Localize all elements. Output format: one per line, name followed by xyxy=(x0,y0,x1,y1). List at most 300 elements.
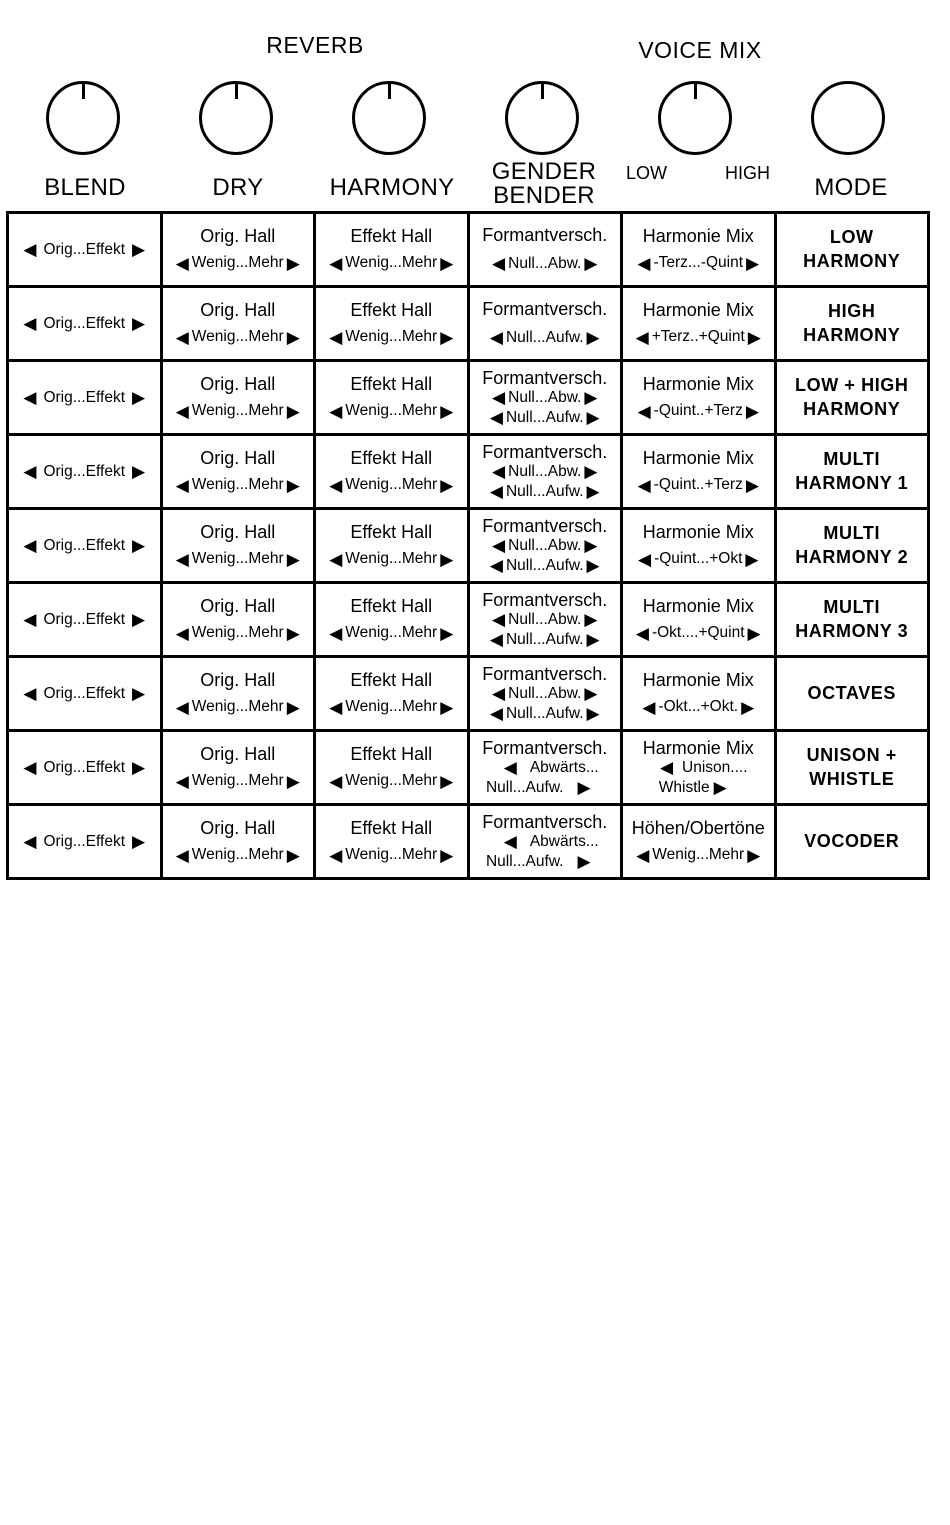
dry-title: Orig. Hall xyxy=(200,373,276,394)
gender-cell xyxy=(468,805,622,879)
range-text: Orig...Effekt xyxy=(43,684,126,702)
arrow-right-icon: ▶ xyxy=(286,549,300,569)
arrow-right-icon: ▶ xyxy=(584,462,598,482)
range-line xyxy=(326,402,456,422)
mix-title: Harmonie Mix xyxy=(642,373,754,394)
range-text: Wenig...Mehr xyxy=(345,476,438,494)
range-text: Wenig...Mehr xyxy=(345,624,438,642)
gender-label-line2: BENDER xyxy=(493,182,595,209)
dry-title: Orig. Hall xyxy=(200,743,276,764)
mix-title: Höhen/Obertöne xyxy=(631,817,765,838)
mode-cell xyxy=(775,509,929,583)
arrow-right-icon: ▶ xyxy=(584,684,598,704)
arrow-left-icon: ◀ xyxy=(492,610,506,630)
mix-title: Harmonie Mix xyxy=(642,447,754,468)
arrow-left-icon: ◀ xyxy=(637,253,651,273)
range-text: Null...Aufw. xyxy=(505,482,584,500)
arrow-right-icon: ▶ xyxy=(440,549,454,569)
arrow-right-icon: ▶ xyxy=(440,623,454,643)
mode-cell xyxy=(775,805,929,879)
mode-name-line1: MULTI xyxy=(823,449,881,470)
arrow-left-icon: ◀ xyxy=(175,401,189,421)
arrow-left-icon: ◀ xyxy=(329,845,343,865)
harmony-cell xyxy=(315,435,469,509)
gender-cell xyxy=(468,731,622,805)
range-line xyxy=(326,624,456,644)
dry-title: Orig. Hall xyxy=(200,595,276,616)
arrow-left-icon: ◀ xyxy=(489,328,503,348)
arrow-left-icon: ◀ xyxy=(23,535,37,555)
range-line xyxy=(16,832,152,852)
arrow-right-icon: ▶ xyxy=(286,697,300,717)
range-line xyxy=(491,758,599,778)
gender-cell xyxy=(468,583,622,657)
arrow-left-icon: ◀ xyxy=(492,254,506,274)
range-text: Wenig...Mehr xyxy=(191,328,284,346)
range-text: Null...Aufw. xyxy=(505,328,584,346)
mode-name-line2: HARMONY xyxy=(803,324,901,345)
range-line xyxy=(16,388,152,408)
range-line xyxy=(487,704,603,724)
gender-bender-knob[interactable] xyxy=(505,81,579,155)
arrow-right-icon: ▶ xyxy=(440,697,454,717)
gender-title: Formantversch. xyxy=(482,225,608,246)
range-line xyxy=(16,462,152,482)
arrow-left-icon: ◀ xyxy=(489,703,503,723)
dry-title: Orig. Hall xyxy=(200,225,276,246)
blend-cell xyxy=(8,731,162,805)
range-line xyxy=(633,624,764,644)
arrow-right-icon: ▶ xyxy=(586,407,600,427)
dry-label: DRY xyxy=(212,174,264,201)
range-text: Null...Abw. xyxy=(508,611,582,629)
arrow-right-icon: ▶ xyxy=(440,475,454,495)
range-line xyxy=(487,556,603,576)
arrow-right-icon: ▶ xyxy=(132,461,146,481)
arrow-left-icon: ◀ xyxy=(175,623,189,643)
arrow-right-icon: ▶ xyxy=(132,387,146,407)
dry-cell xyxy=(161,361,315,435)
range-text: Orig...Effekt xyxy=(43,314,126,332)
arrow-right-icon: ▶ xyxy=(586,328,600,348)
harmony-cell xyxy=(315,583,469,657)
dry-cell xyxy=(161,731,315,805)
mode-name-line1: VOCODER xyxy=(804,830,900,851)
gender-cell xyxy=(468,657,622,731)
blend-cell xyxy=(8,361,162,435)
arrow-right-icon: ▶ xyxy=(745,475,759,495)
reverb-header: REVERB xyxy=(266,32,364,58)
table-row xyxy=(8,805,929,879)
arrow-right-icon: ▶ xyxy=(713,777,727,797)
range-text: Unison.... xyxy=(682,759,748,777)
range-text: Null...Aufw. xyxy=(485,778,564,796)
gender-title: Formantversch. xyxy=(482,811,608,832)
range-text: Wenig...Mehr xyxy=(345,402,438,420)
blend-cell xyxy=(8,657,162,731)
arrow-left-icon: ◀ xyxy=(175,549,189,569)
gender-title: Formantversch. xyxy=(482,299,608,320)
mode-name-line2: HARMONY 1 xyxy=(795,472,909,493)
range-text: Wenig...Mehr xyxy=(191,846,284,864)
gender-cell xyxy=(468,435,622,509)
range-text: Orig...Effekt xyxy=(43,388,126,406)
arrow-right-icon: ▶ xyxy=(584,536,598,556)
range-text: Abwärts... xyxy=(529,759,599,777)
mode-name-line1: MULTI xyxy=(823,597,881,618)
range-text: Orig...Effekt xyxy=(43,240,126,258)
range-line xyxy=(634,254,762,274)
range-line xyxy=(173,772,303,792)
arrow-left-icon: ◀ xyxy=(503,758,517,778)
knob-pointer xyxy=(235,84,238,99)
arrow-right-icon: ▶ xyxy=(440,327,454,347)
range-line xyxy=(173,476,303,496)
dry-cell xyxy=(161,509,315,583)
knob-pointer xyxy=(694,84,697,99)
mode-cell xyxy=(775,435,929,509)
range-text: Null...Abw. xyxy=(508,685,582,703)
range-text: Wenig...Mehr xyxy=(345,698,438,716)
range-text: Null...Aufw. xyxy=(505,630,584,648)
arrow-right-icon: ▶ xyxy=(132,609,146,629)
table-row xyxy=(8,583,929,657)
range-line xyxy=(326,772,456,792)
arrow-right-icon: ▶ xyxy=(132,757,146,777)
range-line xyxy=(326,846,456,866)
range-text: Orig...Effekt xyxy=(43,758,126,776)
range-text: Wenig...Mehr xyxy=(191,772,284,790)
range-line xyxy=(487,408,603,428)
arrow-right-icon: ▶ xyxy=(286,401,300,421)
arrow-left-icon: ◀ xyxy=(175,771,189,791)
range-text: Null...Aufw. xyxy=(505,556,584,574)
mode-cell xyxy=(775,731,929,805)
arrow-left-icon: ◀ xyxy=(175,475,189,495)
arrow-right-icon: ▶ xyxy=(132,239,146,259)
range-text: Null...Abw. xyxy=(508,463,582,481)
arrow-right-icon: ▶ xyxy=(440,771,454,791)
range-line xyxy=(639,698,757,718)
arrow-left-icon: ◀ xyxy=(329,549,343,569)
table-row xyxy=(8,435,929,509)
range-line xyxy=(491,832,599,852)
arrow-right-icon: ▶ xyxy=(440,253,454,273)
mode-cell xyxy=(775,213,929,287)
gender-title: Formantversch. xyxy=(482,589,608,610)
range-line xyxy=(16,610,152,630)
dry-cell xyxy=(161,435,315,509)
arrow-left-icon: ◀ xyxy=(492,462,506,482)
arrow-left-icon: ◀ xyxy=(642,697,656,717)
mix-cell xyxy=(622,805,776,879)
range-text: Wenig...Mehr xyxy=(345,550,438,568)
arrow-right-icon: ▶ xyxy=(586,555,600,575)
arrow-left-icon: ◀ xyxy=(175,697,189,717)
mode-name-line1: HIGH xyxy=(828,301,876,322)
arrow-left-icon: ◀ xyxy=(23,831,37,851)
range-line xyxy=(173,846,303,866)
arrow-right-icon: ▶ xyxy=(584,254,598,274)
range-line xyxy=(16,536,152,556)
gender-title: Formantversch. xyxy=(482,663,608,684)
mode-name-line1: OCTAVES xyxy=(807,682,897,703)
blend-cell xyxy=(8,583,162,657)
table-row xyxy=(8,657,929,731)
range-line xyxy=(635,476,762,496)
range-text: Abwärts... xyxy=(529,833,599,851)
range-text: -Okt...+Okt. xyxy=(658,698,739,716)
mix-cell xyxy=(622,731,776,805)
arrow-left-icon: ◀ xyxy=(637,401,651,421)
range-line xyxy=(326,550,456,570)
range-line xyxy=(487,482,603,502)
mix-title: Harmonie Mix xyxy=(642,595,754,616)
arrow-left-icon: ◀ xyxy=(175,327,189,347)
mix-cell xyxy=(622,509,776,583)
mode-cell xyxy=(775,657,929,731)
arrow-left-icon: ◀ xyxy=(329,327,343,347)
blend-knob[interactable] xyxy=(46,81,120,155)
range-line xyxy=(489,684,600,704)
mix-cell xyxy=(622,287,776,361)
harmony-title: Effekt Hall xyxy=(350,595,433,616)
range-text: Wenig...Mehr xyxy=(345,328,438,346)
range-text: Null...Abw. xyxy=(508,254,582,272)
range-line xyxy=(16,684,152,704)
harmony-title: Effekt Hall xyxy=(350,225,433,246)
range-text: Null...Aufw. xyxy=(505,408,584,426)
arrow-left-icon: ◀ xyxy=(659,758,674,778)
dry-cell xyxy=(161,583,315,657)
dry-cell xyxy=(161,213,315,287)
blend-label: BLEND xyxy=(44,174,126,201)
voice-mix-high-label: HIGH xyxy=(725,163,770,183)
arrow-left-icon: ◀ xyxy=(329,697,343,717)
mix-cell xyxy=(622,583,776,657)
range-text: Null...Abw. xyxy=(508,537,582,555)
table-row xyxy=(8,287,929,361)
range-line xyxy=(633,846,763,866)
range-line xyxy=(635,550,761,570)
dry-title: Orig. Hall xyxy=(200,669,276,690)
arrow-left-icon: ◀ xyxy=(329,401,343,421)
arrow-right-icon: ▶ xyxy=(741,697,755,717)
mode-name-line1: UNISON + xyxy=(806,745,897,766)
range-text: Wenig...Mehr xyxy=(345,772,438,790)
range-text: Wenig...Mehr xyxy=(191,624,284,642)
dry-knob[interactable] xyxy=(199,81,273,155)
range-line xyxy=(173,254,303,274)
range-text: Wenig...Mehr xyxy=(345,254,438,272)
range-text: -Quint..+Terz xyxy=(653,476,743,494)
range-text: Wenig...Mehr xyxy=(191,402,284,420)
range-text: Orig...Effekt xyxy=(43,610,126,628)
harmony-title: Effekt Hall xyxy=(350,669,433,690)
range-text: Orig...Effekt xyxy=(43,462,126,480)
arrow-left-icon: ◀ xyxy=(492,684,506,704)
harmony-cell xyxy=(315,361,469,435)
mix-title: Harmonie Mix xyxy=(642,521,754,542)
range-line xyxy=(489,462,600,482)
harmony-title: Effekt Hall xyxy=(350,743,433,764)
range-line xyxy=(173,402,303,422)
range-line xyxy=(326,254,456,274)
gender-title: Formantversch. xyxy=(482,515,608,536)
harmony-cell xyxy=(315,287,469,361)
voice-mix-header: VOICE MIX xyxy=(638,37,762,63)
arrow-left-icon: ◀ xyxy=(23,609,37,629)
arrow-left-icon: ◀ xyxy=(637,475,651,495)
arrow-left-icon: ◀ xyxy=(175,845,189,865)
arrow-left-icon: ◀ xyxy=(492,388,506,408)
harmony-title: Effekt Hall xyxy=(350,373,433,394)
table-row xyxy=(8,361,929,435)
dry-title: Orig. Hall xyxy=(200,521,276,542)
mode-name-line2: HARMONY xyxy=(803,250,901,271)
range-line xyxy=(489,536,600,556)
arrow-left-icon: ◀ xyxy=(492,536,506,556)
arrow-left-icon: ◀ xyxy=(23,313,37,333)
harmony-cell xyxy=(315,731,469,805)
mode-name-line1: LOW xyxy=(829,227,874,248)
gender-cell xyxy=(468,361,622,435)
arrow-left-icon: ◀ xyxy=(329,475,343,495)
mode-name-line1: LOW + HIGH xyxy=(795,375,909,396)
range-line xyxy=(173,328,303,348)
blend-cell xyxy=(8,509,162,583)
range-text: -Quint...+Okt xyxy=(654,550,743,568)
mode-name-line1: MULTI xyxy=(823,523,881,544)
mode-cell xyxy=(775,361,929,435)
mix-title: Harmonie Mix xyxy=(642,225,754,246)
range-line xyxy=(659,778,738,798)
arrow-right-icon: ▶ xyxy=(747,845,761,865)
range-line xyxy=(16,314,152,334)
arrow-left-icon: ◀ xyxy=(636,845,650,865)
range-line xyxy=(635,402,762,422)
gender-cell xyxy=(468,509,622,583)
arrow-right-icon: ▶ xyxy=(440,401,454,421)
range-line xyxy=(326,328,456,348)
range-line xyxy=(489,610,600,630)
gender-title: Formantversch. xyxy=(482,367,608,388)
harmony-title: Effekt Hall xyxy=(350,817,433,838)
mode-name-line2: HARMONY 3 xyxy=(795,620,909,641)
range-text: Orig...Effekt xyxy=(43,536,126,554)
gender-cell xyxy=(468,287,622,361)
voice-mix-low-label: LOW xyxy=(626,163,668,183)
arrow-right-icon: ▶ xyxy=(286,475,300,495)
gender-title: Formantversch. xyxy=(482,737,608,758)
mix-title: Harmonie Mix xyxy=(642,737,754,758)
blend-cell xyxy=(8,435,162,509)
range-text: Wenig...Mehr xyxy=(191,254,284,272)
mix-title: Harmonie Mix xyxy=(642,669,754,690)
range-text: Wenig...Mehr xyxy=(191,698,284,716)
knob-pointer xyxy=(541,84,544,99)
dry-title: Orig. Hall xyxy=(200,447,276,468)
arrow-left-icon: ◀ xyxy=(23,757,37,777)
table-row xyxy=(8,509,929,583)
arrow-right-icon: ▶ xyxy=(584,610,598,630)
range-text: Wenig...Mehr xyxy=(191,476,284,494)
arrow-right-icon: ▶ xyxy=(286,253,300,273)
harmony-cell xyxy=(315,213,469,287)
arrow-left-icon: ◀ xyxy=(489,555,503,575)
dry-cell xyxy=(161,287,315,361)
range-line xyxy=(173,698,303,718)
mode-name-line2: WHISTLE xyxy=(809,768,895,789)
mix-cell xyxy=(622,657,776,731)
mode-label: MODE xyxy=(814,174,888,201)
arrow-right-icon: ▶ xyxy=(577,777,591,797)
range-text: -Okt....+Quint xyxy=(651,624,745,642)
arrow-right-icon: ▶ xyxy=(745,401,759,421)
arrow-left-icon: ◀ xyxy=(23,461,37,481)
arrow-left-icon: ◀ xyxy=(175,253,189,273)
dry-cell xyxy=(161,805,315,879)
knob-pointer xyxy=(388,84,391,99)
arrow-right-icon: ▶ xyxy=(745,549,759,569)
arrow-right-icon: ▶ xyxy=(286,845,300,865)
knob-pointer xyxy=(82,84,85,99)
range-text: -Terz...-Quint xyxy=(653,254,744,272)
arrow-right-icon: ▶ xyxy=(132,683,146,703)
range-text: Whistle xyxy=(658,778,710,796)
mode-knob[interactable] xyxy=(811,81,885,155)
range-line xyxy=(16,758,152,778)
range-text: Null...Aufw. xyxy=(505,704,584,722)
dry-title: Orig. Hall xyxy=(200,299,276,320)
blend-cell xyxy=(8,287,162,361)
harmony-title: Effekt Hall xyxy=(350,447,433,468)
arrow-right-icon: ▶ xyxy=(584,388,598,408)
range-line xyxy=(326,698,456,718)
gender-title: Formantversch. xyxy=(482,441,608,462)
dry-cell xyxy=(161,657,315,731)
arrow-left-icon: ◀ xyxy=(638,549,652,569)
range-line xyxy=(487,328,603,348)
arrow-right-icon: ▶ xyxy=(746,253,760,273)
mode-cell xyxy=(775,583,929,657)
range-line xyxy=(489,388,600,408)
arrow-left-icon: ◀ xyxy=(23,239,37,259)
harmony-knob[interactable] xyxy=(352,81,426,155)
range-line xyxy=(489,254,600,274)
arrow-right-icon: ▶ xyxy=(286,771,300,791)
arrow-right-icon: ▶ xyxy=(747,327,761,347)
range-line xyxy=(173,624,303,644)
arrow-left-icon: ◀ xyxy=(23,683,37,703)
mix-title: Harmonie Mix xyxy=(642,299,754,320)
arrow-left-icon: ◀ xyxy=(23,387,37,407)
range-text: Orig...Effekt xyxy=(43,832,126,850)
range-text: +Terz..+Quint xyxy=(651,328,745,346)
range-text: Null...Aufw. xyxy=(485,852,564,870)
arrow-right-icon: ▶ xyxy=(440,845,454,865)
mode-settings-table xyxy=(6,211,930,880)
arrow-right-icon: ▶ xyxy=(586,703,600,723)
arrow-left-icon: ◀ xyxy=(329,623,343,643)
blend-cell xyxy=(8,805,162,879)
arrow-left-icon: ◀ xyxy=(635,623,649,643)
voice-mix-knob[interactable] xyxy=(658,81,732,155)
range-text: Null...Abw. xyxy=(508,389,582,407)
arrow-left-icon: ◀ xyxy=(489,629,503,649)
gender-bender-label xyxy=(482,160,606,208)
arrow-right-icon: ▶ xyxy=(132,831,146,851)
